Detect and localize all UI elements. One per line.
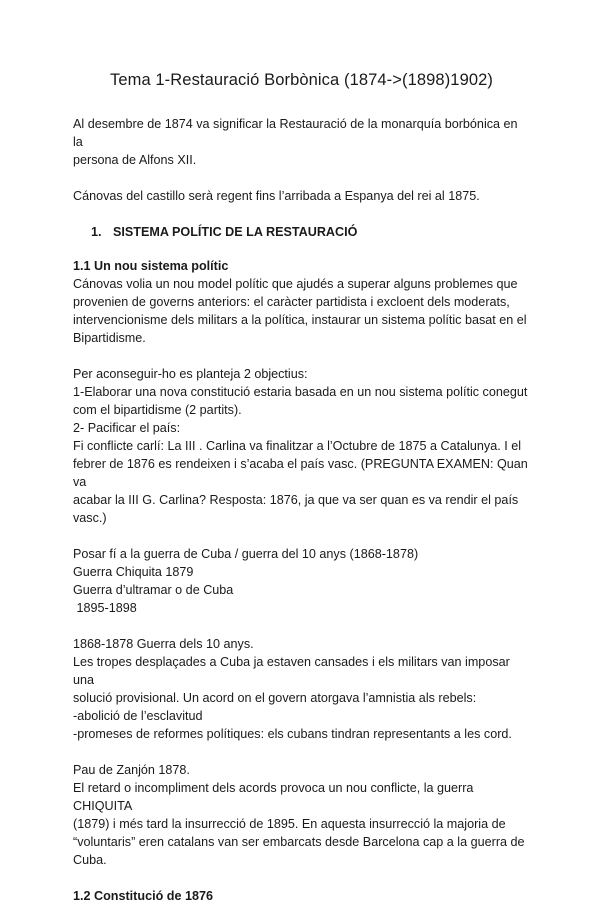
text-line: Fi conflicte carlí: La III . Carlina va finalitzar a l’Octubre de 1875 a Catalunya. I el (73, 439, 521, 453)
text-line: persona de Alfons XII. (73, 153, 197, 167)
text-line: vasc.) (73, 511, 107, 525)
text-line: (1879) i més tard la insurrecció de 1895. En aquesta insurrecció la majoria de (73, 817, 506, 831)
paragraph-new-model (73, 275, 530, 347)
text-line: “voluntaris” eren catalans van ser embarcats desde Barcelona cap a la guerra de (73, 835, 525, 849)
text-line: Les tropes desplaçades a Cuba ja estaven cansades i els militars van imposar una (73, 655, 510, 687)
text-line: 1868-1878 Guerra dels 10 anys. (73, 637, 254, 651)
document-title: Tema 1-Restauració Borbònica (1874->(1898)1902) (109, 71, 494, 89)
text-line: -abolició de l’esclavitud (73, 709, 203, 723)
text-line: -promeses de reformes polítiques: els cubans tindran representants a les cord. (73, 727, 512, 741)
text-line: Pau de Zanjón 1878. (73, 763, 190, 777)
text-line: com el bipartidisme (2 partits). (73, 403, 242, 417)
section-title: SISTEMA POLÍTIC DE LA RESTAURACIÓ (113, 225, 358, 239)
text-line: 1895-1898 (73, 601, 137, 615)
section-heading-1 (91, 223, 530, 241)
text-line: El retard o incompliment dels acords provoca un nou conflicte, la guerra CHIQUITA (73, 781, 474, 813)
text-line: provenien de governs anteriors: el caràcter partidista i excloent dels moderats, (73, 295, 510, 309)
paragraph-zanjon (73, 761, 530, 869)
text-line: Posar fí a la guerra de Cuba / guerra del 10 anys (1868-1878) (73, 547, 419, 561)
paragraph-cuba-wars (73, 545, 530, 617)
intro-paragraph-1 (73, 115, 530, 169)
text-line: intervencionisme dels militars a la política, instaurar un sistema polític basat en el (73, 313, 527, 327)
subsection-heading-1-2: 1.2 Constitució de 1876 (73, 889, 213, 903)
text-line: solució provisional. Un acord on el govern atorgava l’amnistia als rebels: (73, 691, 477, 705)
section-number: 1. (91, 225, 102, 239)
text-line: Bipartidisme. (73, 331, 146, 345)
text-line: Per aconseguir-ho es planteja 2 objectius: (73, 367, 308, 381)
text-line: febrer de 1876 es rendeixen i s’acaba el país vasc. (PREGUNTA EXAMEN: Quan va (73, 457, 528, 489)
paragraph-objectives (73, 365, 530, 527)
text-line: Cánovas volia un nou model polític que ajudés a superar alguns problemes que (73, 277, 518, 291)
text-line: Cuba. (73, 853, 107, 867)
text-line: Guerra d’ultramar o de Cuba (73, 583, 234, 597)
text-line: 2- Pacificar el país: (73, 421, 181, 435)
subsection-heading-1-1: 1.1 Un nou sistema polític (73, 259, 229, 273)
text-line: Al desembre de 1874 va significar la Restauració de la monarquía borbónica en la (73, 117, 518, 149)
text-line: Cánovas del castillo serà regent fins l’arribada a Espanya del rei al 1875. (73, 189, 480, 203)
intro-paragraph-2 (73, 187, 530, 205)
paragraph-ten-years-war (73, 635, 530, 743)
text-line: acabar la III G. Carlina? Resposta: 1876, ja que va ser quan es va rendir el país (73, 493, 519, 507)
text-line: 1-Elaborar una nova constitució estaria basada en un nou sistema polític conegut (73, 385, 528, 399)
text-line: Guerra Chiquita 1879 (73, 565, 194, 579)
